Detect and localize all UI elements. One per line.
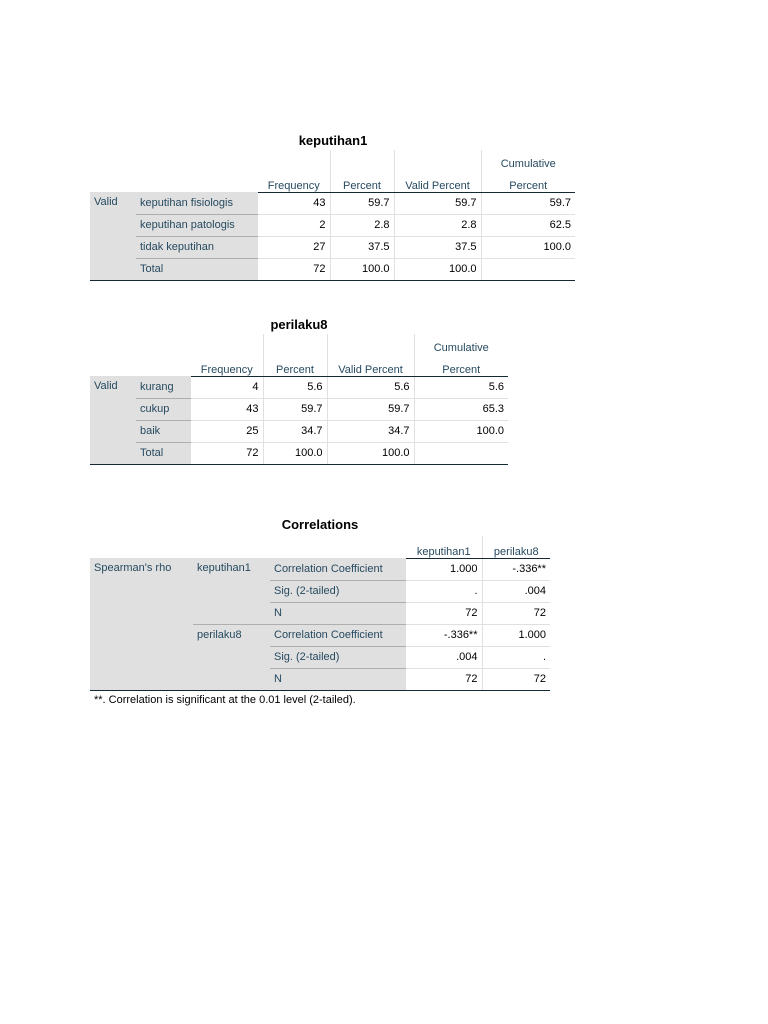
row-label: Total: [136, 442, 191, 464]
table-row: [90, 236, 575, 258]
cell-valid-percent: 37.5: [394, 236, 481, 258]
cell-percent: 5.6: [263, 376, 327, 398]
row-label: kurang: [136, 376, 191, 398]
table-row: [90, 558, 550, 580]
table-row: [90, 398, 508, 420]
correlations-title: Correlations: [281, 517, 359, 532]
cell-frequency: 25: [191, 420, 263, 442]
cell-cumulative: 59.7: [481, 192, 575, 214]
row-group-label: Valid: [90, 376, 136, 464]
variable-label: keputihan1: [193, 558, 270, 624]
cell-value: 1.000: [406, 558, 482, 580]
table-row: [90, 442, 508, 464]
cell-percent: 2.8: [330, 214, 394, 236]
frequency-table-perilaku8: [90, 334, 508, 465]
stat-label: Sig. (2-tailed): [270, 646, 406, 668]
col-header-cumulative-line2: Percent: [481, 170, 575, 192]
cell-valid-percent: 34.7: [327, 420, 414, 442]
cell-value: -.336**: [482, 558, 550, 580]
col-header-valid-percent: Valid Percent: [394, 170, 481, 192]
col-header-percent: Percent: [263, 354, 327, 376]
significance-footnote: **. Correlation is significant at the 0.01 level (2-tailed).: [94, 694, 356, 706]
cell-cumulative: [481, 258, 575, 280]
cell-valid-percent: 100.0: [327, 442, 414, 464]
row-label: Total: [136, 258, 258, 280]
cell-frequency: 72: [258, 258, 330, 280]
stat-label: Correlation Coefficient: [270, 558, 406, 580]
table1-title: keputihan1: [298, 133, 368, 148]
cell-value: .004: [406, 646, 482, 668]
col-header-valid-percent: Valid Percent: [327, 354, 414, 376]
cell-value: 72: [406, 602, 482, 624]
cell-frequency: 27: [258, 236, 330, 258]
cell-value: 72: [482, 602, 550, 624]
col-header-cumulative-line2: Percent: [414, 354, 508, 376]
cell-valid-percent: 100.0: [394, 258, 481, 280]
cell-percent: 59.7: [330, 192, 394, 214]
stat-label: N: [270, 668, 406, 690]
col-header-frequency: Frequency: [258, 170, 330, 192]
row-label: tidak keputihan: [136, 236, 258, 258]
stat-label: Correlation Coefficient: [270, 624, 406, 646]
col-header-perilaku8: perilaku8: [482, 536, 550, 558]
cell-cumulative: 62.5: [481, 214, 575, 236]
table-row: [90, 214, 575, 236]
cell-value: 72: [406, 668, 482, 690]
cell-valid-percent: 59.7: [394, 192, 481, 214]
cell-frequency: 4: [191, 376, 263, 398]
cell-valid-percent: 2.8: [394, 214, 481, 236]
cell-cumulative: [414, 442, 508, 464]
cell-value: -.336**: [406, 624, 482, 646]
table-row: [90, 420, 508, 442]
table-row: [90, 376, 508, 398]
cell-percent: 59.7: [263, 398, 327, 420]
table-row: [90, 192, 575, 214]
col-header-cumulative-line1: Cumulative: [481, 150, 575, 170]
col-header-keputihan1: keputihan1: [406, 536, 482, 558]
cell-cumulative: 100.0: [414, 420, 508, 442]
cell-value: .: [482, 646, 550, 668]
col-header-cumulative-line1: Cumulative: [414, 334, 508, 354]
correlations-table: [90, 536, 550, 691]
cell-cumulative: 65.3: [414, 398, 508, 420]
method-label: Spearman's rho: [90, 558, 193, 690]
row-label: keputihan fisiologis: [136, 192, 258, 214]
cell-percent: 100.0: [263, 442, 327, 464]
row-label: keputihan patologis: [136, 214, 258, 236]
cell-percent: 100.0: [330, 258, 394, 280]
table2-title: perilaku8: [270, 317, 328, 332]
cell-value: 1.000: [482, 624, 550, 646]
cell-value: 72: [482, 668, 550, 690]
cell-cumulative: 100.0: [481, 236, 575, 258]
cell-frequency: 43: [191, 398, 263, 420]
table-row: [90, 258, 575, 280]
col-header-percent: Percent: [330, 170, 394, 192]
row-label: baik: [136, 420, 191, 442]
col-header-frequency: Frequency: [191, 354, 263, 376]
frequency-table-keputihan1: [90, 150, 575, 281]
cell-frequency: 72: [191, 442, 263, 464]
stat-label: N: [270, 602, 406, 624]
stat-label: Sig. (2-tailed): [270, 580, 406, 602]
cell-value: .004: [482, 580, 550, 602]
cell-value: .: [406, 580, 482, 602]
cell-valid-percent: 5.6: [327, 376, 414, 398]
cell-valid-percent: 59.7: [327, 398, 414, 420]
cell-percent: 34.7: [263, 420, 327, 442]
cell-frequency: 2: [258, 214, 330, 236]
cell-percent: 37.5: [330, 236, 394, 258]
cell-cumulative: 5.6: [414, 376, 508, 398]
row-group-label: Valid: [90, 192, 136, 280]
row-label: cukup: [136, 398, 191, 420]
variable-label: perilaku8: [193, 624, 270, 690]
cell-frequency: 43: [258, 192, 330, 214]
